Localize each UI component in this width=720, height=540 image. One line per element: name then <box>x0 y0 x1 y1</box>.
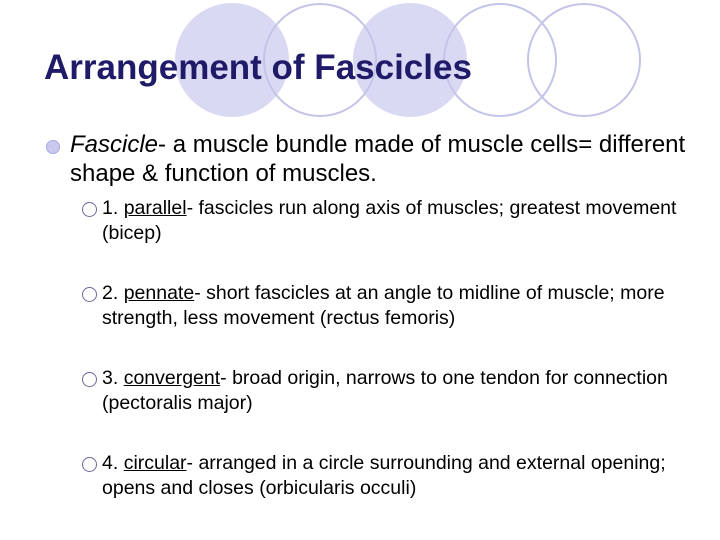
sub-bullet-number: 3. <box>102 367 124 389</box>
bullet-ring-icon <box>82 202 97 217</box>
deco-circle-outline-3 <box>528 4 640 116</box>
sub-bullet-description: - arranged in a circle surrounding and external opening; opens and closes (orbicularis occuli) <box>102 452 666 499</box>
sub-bullet-text <box>102 366 702 416</box>
sub-bullet-number: 2. <box>102 282 124 304</box>
main-bullet-definition: - a muscle bundle made of muscle cells= different shape & function of muscles. <box>70 131 686 187</box>
sub-bullet-circular <box>82 451 702 501</box>
main-bullet-term: Fascicle <box>70 131 159 158</box>
sub-bullet-number: 4. <box>102 452 124 474</box>
main-bullet-text <box>70 130 706 188</box>
sub-bullet-description: - fascicles run along axis of muscles; greatest movement (bicep) <box>102 197 677 244</box>
sub-bullet-term: pennate <box>123 282 195 304</box>
bullet-dot-icon <box>46 140 60 154</box>
sub-bullet-parallel <box>82 196 702 246</box>
sub-bullet-text <box>102 451 702 501</box>
sub-bullet-text <box>102 281 702 331</box>
sub-bullet-description: - short fascicles at an angle to midline of muscle; more strength, less movement (rectus femoris) <box>102 282 665 329</box>
sub-bullet-term: circular <box>123 452 187 474</box>
bullet-ring-icon <box>82 457 97 472</box>
sub-bullet-text <box>102 196 702 246</box>
sub-bullet-description: - broad origin, narrows to one tendon for connection (pectoralis major) <box>102 367 668 414</box>
bullet-ring-icon <box>82 372 97 387</box>
main-bullet <box>46 130 706 188</box>
sub-bullet-term: convergent <box>123 367 221 389</box>
bullet-ring-icon <box>82 287 97 302</box>
slide-title: Arrangement of Fascicles <box>44 48 472 87</box>
sub-bullet-pennate <box>82 281 702 331</box>
sub-bullet-number: 1. <box>102 197 124 219</box>
sub-bullet-term: parallel <box>123 197 187 219</box>
sub-bullet-convergent <box>82 366 702 416</box>
